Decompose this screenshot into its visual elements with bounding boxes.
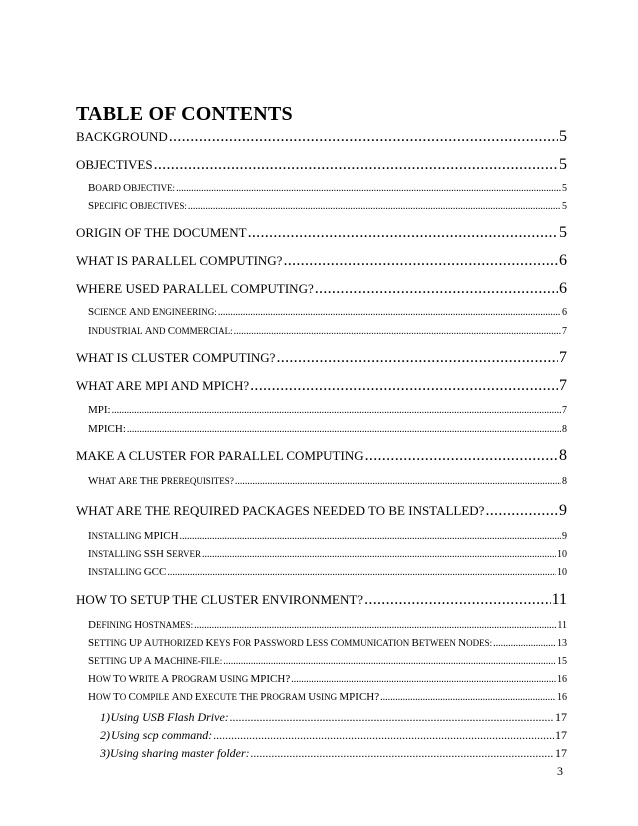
toc-entry-title: INDUSTRIAL AND COMMERCIAL: xyxy=(88,325,233,337)
toc-leader-dots xyxy=(188,201,561,212)
toc-entry-page: 9 xyxy=(562,531,567,542)
toc-entry-page: 6 xyxy=(562,307,567,318)
toc-entry[interactable] xyxy=(88,404,567,416)
toc-leader-dots xyxy=(202,549,556,560)
toc-entry-title: WHAT IS CLUSTER COMPUTING? xyxy=(76,350,276,365)
toc-entry-page: 17 xyxy=(555,728,567,742)
toc-entry-page: 17 xyxy=(555,710,567,724)
toc-leader-dots xyxy=(380,692,556,703)
toc-entry[interactable] xyxy=(76,156,567,174)
toc-entry[interactable] xyxy=(100,728,567,743)
toc-entry-title: OBJECTIVES xyxy=(76,157,153,172)
toc-entry-page: 7 xyxy=(559,349,567,366)
toc-entry-title: INSTALLING MPICH xyxy=(88,530,179,542)
toc-entry-page: 6 xyxy=(559,252,567,269)
toc-entry-page: 10 xyxy=(557,567,567,578)
toc-leader-dots xyxy=(485,502,558,520)
toc-entry-title: SETTING UP A MACHINE-FILE: xyxy=(88,655,223,667)
toc-entry-page: 6 xyxy=(559,280,567,297)
toc-leader-dots xyxy=(169,128,558,146)
toc-leader-dots xyxy=(283,252,558,270)
toc-entry[interactable] xyxy=(76,128,567,146)
toc-entry-title: WHAT IS PARALLEL COMPUTING? xyxy=(76,253,283,268)
toc-entry[interactable] xyxy=(76,591,567,609)
page-number: 3 xyxy=(557,764,563,778)
toc-entry-page: 8 xyxy=(562,476,567,487)
toc-entry[interactable] xyxy=(88,673,567,685)
toc-entry-title: Using scp command: xyxy=(110,728,213,742)
toc-entry[interactable] xyxy=(88,566,567,578)
toc-leader-dots xyxy=(112,405,561,416)
toc-entry[interactable] xyxy=(100,746,567,761)
toc-entry[interactable] xyxy=(76,377,567,395)
toc-entry-title: WHAT ARE MPI AND MPICH? xyxy=(76,378,250,393)
toc-entry-title: Using USB Flash Drive: xyxy=(110,710,229,724)
toc-entry[interactable] xyxy=(88,619,567,631)
toc-leader-dots xyxy=(180,531,561,542)
toc-leader-dots xyxy=(250,377,558,395)
toc-entry-page: 7 xyxy=(562,326,567,337)
toc-leader-dots xyxy=(364,591,551,609)
toc-entry[interactable] xyxy=(88,530,567,542)
toc-entry[interactable] xyxy=(88,548,567,560)
toc-entry-title: SETTING UP AUTHORIZED KEYS FOR PASSWORD LESS COMMUNICATION BETWEEN NODES: xyxy=(88,637,493,649)
toc-leader-dots xyxy=(493,638,556,649)
toc-entry-title: SPECIFIC OBJECTIVES: xyxy=(88,200,187,212)
toc-entry-title: INSTALLING GCC xyxy=(88,566,167,578)
toc-leader-dots xyxy=(167,567,556,578)
toc-entry-title: WHAT ARE THE PREREQUISITES? xyxy=(88,475,234,487)
toc-entry-title: BOARD OBJECTIVE: xyxy=(88,182,176,194)
toc-leader-dots xyxy=(154,156,558,174)
toc-entry-page: 8 xyxy=(559,447,567,464)
toc-entry-page: 11 xyxy=(557,620,567,631)
toc-entry[interactable] xyxy=(76,447,567,465)
toc-entry-page: 7 xyxy=(559,377,567,394)
toc-entry-title: INSTALLING SSH SERVER xyxy=(88,548,202,560)
toc-entry-title: HOW TO COMPILE AND EXECUTE THE PROGRAM USING MPICH? xyxy=(88,691,380,703)
toc-leader-dots xyxy=(248,224,558,242)
toc-entry-title: WHERE USED PARALLEL COMPUTING? xyxy=(76,281,314,296)
toc-leader-dots xyxy=(251,746,554,761)
toc-entry-title: MPI: xyxy=(88,404,111,416)
toc-leader-dots xyxy=(218,307,561,318)
toc-entry[interactable] xyxy=(88,655,567,667)
toc-entry-page: 10 xyxy=(557,549,567,560)
toc-entry-page: 5 xyxy=(562,201,567,212)
toc-entry[interactable] xyxy=(88,475,567,487)
toc-entry-page: 11 xyxy=(551,591,567,608)
toc-entry-page: 17 xyxy=(555,746,567,760)
toc-entry-title: ORIGIN OF THE DOCUMENT xyxy=(76,225,247,240)
toc-entry-title: SCIENCE AND ENGINEERING: xyxy=(88,306,217,318)
toc-entry[interactable] xyxy=(88,691,567,703)
toc-leader-dots xyxy=(365,447,558,465)
toc-leader-dots xyxy=(176,183,561,194)
toc-entry-number: 2) xyxy=(100,728,110,742)
toc-leader-dots xyxy=(127,424,561,435)
toc-leader-dots xyxy=(223,656,556,667)
toc-entry-title: BACKGROUND xyxy=(76,129,168,144)
toc-entry[interactable] xyxy=(88,637,567,649)
toc-entry-title: HOW TO WRITE A PROGRAM USING MPICH? xyxy=(88,673,291,685)
toc-entry[interactable] xyxy=(76,502,567,520)
toc-leader-dots xyxy=(234,326,561,337)
toc-entry-page: 15 xyxy=(557,656,567,667)
toc-entry-number: 1) xyxy=(100,710,110,724)
toc-leader-dots xyxy=(315,280,558,298)
toc-entry-title: DEFINING HOSTNAMES: xyxy=(88,619,194,631)
toc-entry[interactable] xyxy=(100,710,567,725)
toc-entry-page: 7 xyxy=(562,405,567,416)
toc-entry-title: MPICH: xyxy=(88,423,126,435)
toc-entry-title: MAKE A CLUSTER FOR PARALLEL COMPUTING xyxy=(76,448,364,463)
toc-entry-page: 16 xyxy=(557,692,567,703)
toc-leader-dots xyxy=(276,349,558,367)
toc-entry[interactable] xyxy=(88,306,567,318)
toc-entry[interactable] xyxy=(76,252,567,270)
toc-entry[interactable] xyxy=(88,182,567,194)
toc-entry-page: 5 xyxy=(559,156,567,173)
toc-entry-title: Using sharing master folder: xyxy=(110,746,250,760)
toc-leader-dots xyxy=(194,620,556,631)
toc-entry-page: 5 xyxy=(559,224,567,241)
toc-title: TABLE OF CONTENTS xyxy=(76,103,293,125)
toc-entry-page: 16 xyxy=(557,674,567,685)
toc-leader-dots xyxy=(291,674,556,685)
toc-entry[interactable] xyxy=(76,280,567,298)
toc-entry[interactable] xyxy=(88,423,567,435)
toc-entry-page: 9 xyxy=(559,502,567,519)
toc-leader-dots xyxy=(213,728,554,743)
toc-entry-page: 5 xyxy=(562,183,567,194)
toc-entry-page: 8 xyxy=(562,424,567,435)
toc-entry[interactable] xyxy=(88,200,567,212)
toc-leader-dots xyxy=(235,476,561,487)
toc-entry-title: WHAT ARE THE REQUIRED PACKAGES NEEDED TO BE INSTALLED? xyxy=(76,503,485,518)
toc-leader-dots xyxy=(230,710,554,725)
toc-entry-title: HOW TO SETUP THE CLUSTER ENVIRONMENT? xyxy=(76,592,364,607)
toc-entry-page: 13 xyxy=(557,638,567,649)
toc-entry[interactable] xyxy=(76,349,567,367)
toc-entry[interactable] xyxy=(88,325,567,337)
toc-entry[interactable] xyxy=(76,224,567,242)
toc-entry-number: 3) xyxy=(100,746,110,760)
toc-entry-page: 5 xyxy=(559,128,567,145)
